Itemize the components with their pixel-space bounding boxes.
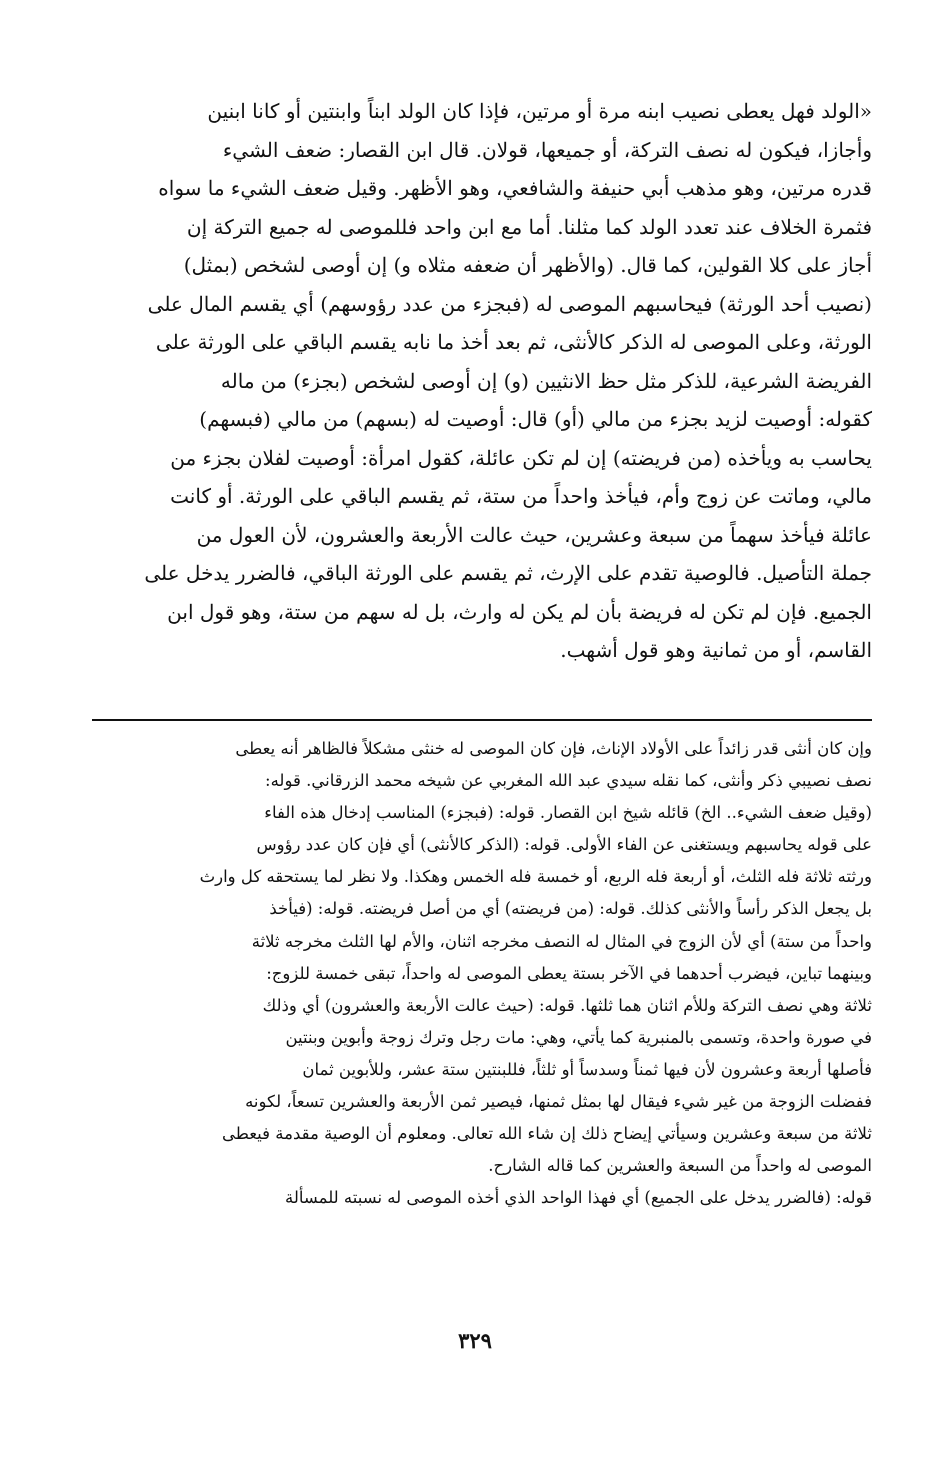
footnote-line: ففضلت الزوجة من غير شيء فيقال لها بمثل ثمنها، فيصير ثمن الأربعة والعشرين تسعاً، لكونه [245,1092,872,1112]
footnote-line: وإن كان أنثى قدر زائداً على الأولاد الإناث، فإن كان الموصى له خنثى مشكلاً فالظاهر أنه يعطى [235,739,872,758]
main-text-line: «الولد فهل يعطى نصيب ابنه مرة أو مرتين، فإذا كان الولد ابناً وابنتين أو كانا ابنين [207,99,872,123]
footnote-block [0,733,950,1214]
main-text-line: عائلة فيأخذ سهماً من سبعة وعشرين، حيث عالت الأربعة والعشرون، لأن العول من [196,522,872,547]
footnote-line: بل يجعل الذكر رأساً والأنثى كذلك. قوله: (من فريضته) أي من أصل فريضته. قوله: (فيأخذ [269,899,872,919]
main-text-line: فثمرة الخلاف عند تعدد الولد كما مثلنا. أما مع ابن واحد فللموصى له جميع التركة إن [186,214,872,239]
footnote-line: نصف نصيبي ذكر وأنثى، كما نقله سيدي عبد الله المغربي عن شيخه محمد الزرقاني. قوله: [265,771,872,791]
main-text-line: الفريضة الشرعية، للذكر مثل حظ الانثيين (و) إن أوصى لشخص (بجزء) من ماله [220,368,872,393]
main-text-line: الورثة، وعلى الموصى له الذكر كالأنثى، ثم بعد أخذ ما نابه يقسم الباقي على الورثة على [155,330,872,354]
main-text-line: يحاسب به ويأخذه (من فريضته) إن لم تكن عائلة، كقول امرأة: أوصيت لفلان بجزء من [170,445,872,470]
main-text-line: القاسم، أو من ثمانية وهو قول أشهب. [560,638,872,662]
footnote-line: واحداً من ستة) أي لأن الزوج في المثال له النصف مخرجه اثنان، والأم لها الثلث مخرجه ثلاثة [251,931,872,951]
main-text-line: أجاز على كلا القولين، كما قال. (والأظهر أن ضعفه مثلاه و) إن أوصى لشخص (بمثل) [183,253,872,277]
main-text-block [0,92,950,670]
footnote-line: فأصلها أربعة وعشرون لأن فيها ثمناً وسدساً أو ثلثاً، فللبنتين ستة عشر، وللأبوين ثمان [302,1059,872,1079]
footnote-line: (وقيل ضعف الشيء.. الخ) قائله شيخ ابن القصار. قوله: (فبجزء) المناسب إدخال هذه الفاء [264,803,872,823]
main-text-line: وأجازا، فيكون له نصف التركة، أو جميعها، قولان. قال ابن القصار: ضعف الشيء [222,137,872,162]
footnote-line: ثلاثة من سبعة وعشرين وسيأتي إيضاح ذلك إن شاء الله تعالى. ومعلوم أن الوصية مقدمة فيعطى [221,1124,872,1144]
main-text-line: مالي، وماتت عن زوج وأم، فيأخذ واحداً من ستة، ثم يقسم الباقي على الورثة. أو كانت [170,484,872,508]
footnote-line: ورثته ثلاثة فله الثلث، أو أربعة فله الربع، أو خمسة فله الخمس وهكذا. ولا نظر لما يستحقه كل وارث [199,867,872,887]
main-text-line: قدره مرتين، وهو مذهب أبي حنيفة والشافعي، وهو الأظهر. وقيل ضعف الشيء ما سواه [158,176,872,200]
page-number: ٣٢٩ [458,1328,492,1353]
main-text-line: كقوله: أوصيت لزيد بجزء من مالي (أو) قال: أوصيت له (بسهم) من مالي (فبسهم) [199,407,872,431]
main-text-line: جملة التأصيل. فالوصية تقدم على الإرث، ثم يقسم على الورثة الباقي، فالضرر يدخل على [144,561,872,585]
main-text-line: (نصيب أحد الورثة) فيحاسبهم الموصى له (فبجزء من عدد رؤوسهم) أي يقسم المال على [147,291,872,316]
footnote-line: على قوله يحاسبهم ويستغنى عن الفاء الأولى. قوله: (الذكر كالأنثى) أي فإن كان عدد رؤوس [256,835,872,855]
footnote-line: ثلاثة وهي نصف التركة وللأم اثنان هما ثلثها. قوله: (حيث عالت الأربعة والعشرون) أي وذلك [262,995,872,1015]
footnote-line: وبينهما تباين، فيضرب أحدهما في الآخر بستة يعطى الموصى له واحداً، تبقى خمسة للزوج: [266,963,872,983]
footnote-line: قوله: (فالضرر يدخل على الجميع) أي فهذا الواحد الذي أخذه الموصى له نسبته للمسألة [285,1188,872,1208]
main-text-line: الجميع. فإن لم تكن له فريضة بأن لم يكن له وارث، بل له سهم من ستة، وهو قول ابن [167,599,872,624]
footnote-line: في صورة واحدة، وتسمى بالمنبرية كما يأتي، وهي: مات رجل وترك زوجة وأبوين وبنتين [285,1027,872,1047]
footnote-divider [92,719,872,721]
footnote-line: الموصى له واحداً من السبعة والعشرين كما قاله الشارح. [488,1156,872,1176]
